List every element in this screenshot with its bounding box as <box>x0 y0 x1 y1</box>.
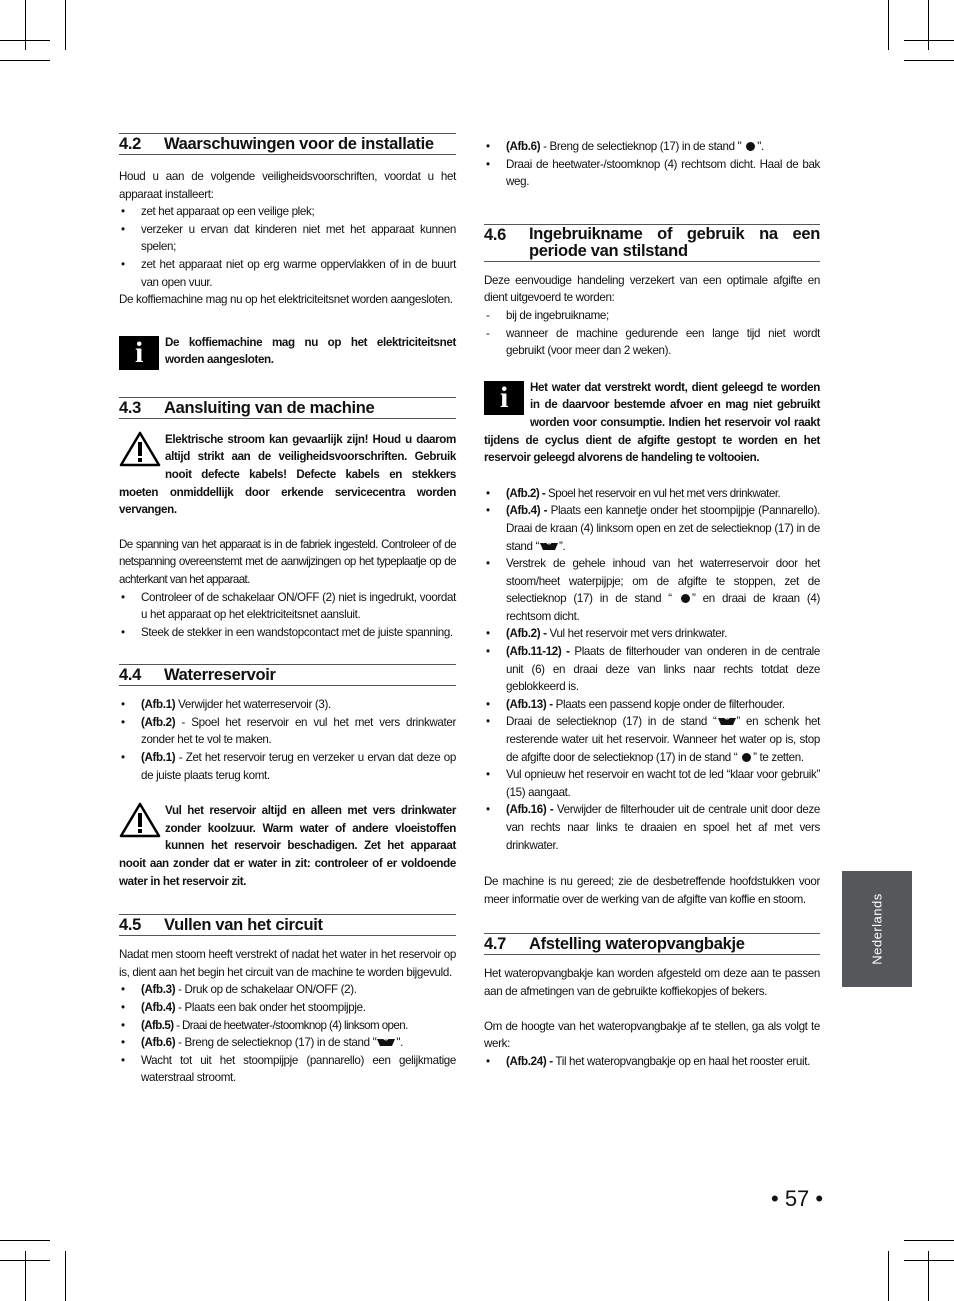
section-number: 4.3 <box>119 398 142 417</box>
bullet-list <box>484 1053 820 1071</box>
list-item: • Steek de stekker in een wandstopcontact met de juiste spanning. <box>121 625 453 639</box>
page-number: • 57 • <box>771 1186 824 1211</box>
section-number: 4.7 <box>484 935 507 954</box>
crop-mark <box>0 60 50 61</box>
section-title: Afstelling wateropvangbakje <box>529 935 745 954</box>
paragraph: Nadat men stoom heeft verstrekt of nadat het water in het reservoir op is, dient aan het begin het circuit van de machine te worden bijgevuld. <box>119 948 456 979</box>
list-item: • Draai de heetwater-/stoomknop (4) rechtsom dicht. Haal de bak weg. <box>486 157 820 189</box>
note-text: De koffiemachine mag nu op het elektriciteitsnet worden aangesloten. <box>165 335 456 367</box>
section-title: Waarschuwingen voor de installatie <box>164 135 434 153</box>
section-title: Ingebruikname of gebruik na een periode van stilstand <box>529 224 820 260</box>
crop-mark <box>888 0 889 50</box>
list-item: • zet het apparaat op een veilige plek; <box>121 205 315 219</box>
selector-dot-icon <box>742 753 751 762</box>
list-item: • (Afb.4) - Plaats een bak onder het stoompijpje. <box>121 1001 366 1014</box>
language-tab <box>842 871 912 987</box>
list-item: • verzeker u ervan dat kinderen niet met het apparaat kunnen spelen; <box>121 222 456 254</box>
note-text: Het water dat verstrekt wordt, dient geleegd te worden in de daarvoor bestemde afvoer en mag niet gebruikt worden voor consumptie. Indien het reservoir vol raakt tijdens de cyclus dient de afgifte gestopt te worden en het reservoir geleegd alvorens de handeling te voltooien. <box>484 380 820 465</box>
section-heading-4-5 <box>119 914 456 936</box>
crop-mark <box>0 1240 50 1241</box>
list-item: • (Afb.11-12) - Plaats de filterhouder van onderen in de centrale unit (6) en draai deze van links naar rechts totdat deze geblokkeerd is. <box>486 645 820 694</box>
list-item: • (Afb.2) - Spoel het reservoir en vul het met vers drinkwater. <box>486 486 781 500</box>
crop-mark <box>904 1240 954 1241</box>
list-item: - wanneer de machine gedurende een lange tijd niet wordt gebruikt (voor meer dan 2 weken). <box>486 326 820 358</box>
crop-mark <box>928 1251 929 1301</box>
section-heading-4-3 <box>119 397 456 419</box>
bullet-list <box>484 138 820 191</box>
paragraph: De machine is nu gereed; zie de desbetreffende hoofdstukken voor meer informatie over de werking van de afgifte van koffie en stoom. <box>484 875 820 906</box>
bullet-list <box>119 981 456 1087</box>
list-item: • Draai de selectieknop (17) in de stand “ ” en schenk het resterende water uit het reservoir. Wanneer het water op is, stop de afgifte door de selectieknop (17) in de stand “ ” te zetten. <box>486 715 821 764</box>
list-item: • (Afb.5) - Draai de heetwater-/stoomknop (4) linksom open. <box>121 1018 408 1032</box>
list-item: • Controleer of de schakelaar ON/OFF (2) niet is ingedrukt, voordat u het apparaat op het elektriciteitsnet aansluit. <box>121 590 456 622</box>
list-item: • (Afb.6) - Breng de selectieknop (17) in de stand " ". <box>486 140 764 153</box>
crop-mark <box>25 0 26 50</box>
info-note <box>484 379 820 467</box>
crop-mark <box>904 1260 954 1261</box>
paragraph: De koffiemachine mag nu op het elektriciteitsnet worden aangesloten. <box>119 293 453 307</box>
list-item: • Verstrek de gehele inhoud van het waterreservoir door het stoom/heet waterpijpje; om de afgifte te stoppen, zet de selectieknop (17) in de stand “ ” en draai de kraan (4) rechtsom dicht. <box>486 557 820 623</box>
language-label: Nederlands <box>869 893 885 965</box>
crop-mark <box>888 1251 889 1301</box>
section-heading-4-2 <box>119 133 456 155</box>
info-note <box>119 334 456 370</box>
warning-icon <box>119 802 161 838</box>
warning-text: Elektrische stroom kan gevaarlijk zijn! Houd u daarom altijd strikt aan de veiligheidsvoorschriften. Gebruik nooit defecte kabels! Defecte kabels en stekkers moeten onmiddellijk door erkende servicecentra worden vervangen. <box>119 432 456 517</box>
section-number: 4.2 <box>119 135 142 153</box>
section-number: 4.6 <box>484 225 507 244</box>
section-title: Aansluiting van de machine <box>164 398 375 417</box>
warning-text: Vul het reservoir altijd en alleen met vers drinkwater zonder koolzuur. Warm water of andere vloeistoffen kunnen het reservoir beschadigen. Zet het apparaat nooit aan zonder dat er water in zit: controleer of er voldoende water in het reservoir zit. <box>119 804 456 888</box>
right-column <box>484 138 820 1070</box>
list-item: • Wacht tot uit het stoompijpje (pannarello) een gelijkmatige waterstraal stroomt. <box>121 1053 456 1085</box>
warning-note <box>119 431 456 519</box>
crop-mark <box>928 0 929 50</box>
list-item: - bij de ingebruikname; <box>486 308 609 322</box>
list-item: • Vul opnieuw het reservoir en wacht tot de led “klaar voor gebruik” (15) aangaat. <box>486 768 820 799</box>
info-icon: i <box>484 381 524 415</box>
list-item: • (Afb.24) - Til het wateropvangbakje op en haal het rooster eruit. <box>486 1054 810 1068</box>
left-column <box>119 133 456 1087</box>
warning-note <box>119 802 456 890</box>
warning-icon <box>119 431 161 467</box>
bullet-list <box>119 696 456 784</box>
paragraph: Het wateropvangbakje kan worden afgesteld om deze aan te passen aan de afmetingen van de gebruikte koffiekopjes of bekers. <box>484 967 820 998</box>
list-item: • (Afb.1) - Zet het reservoir terug en verzeker u ervan dat deze op de juiste plaats terug komt. <box>121 751 456 782</box>
crop-mark <box>904 60 954 61</box>
crop-mark <box>65 0 66 50</box>
dash-list <box>484 307 820 360</box>
list-item: • (Afb.2) - Spoel het reservoir en vul het met vers drinkwater zonder het te vol te maken. <box>121 715 456 747</box>
list-item: • (Afb.4) - Plaats een kannetje onder het stoompijpje (Pannarello). Draai de kraan (4) linksom open en zet de selectieknop (17) in de stand “ ”. <box>486 504 820 553</box>
selector-dot-icon <box>681 594 690 603</box>
hot-water-cup-icon <box>717 716 737 726</box>
list-item: • (Afb.16) - Verwijder de filterhouder uit de centrale unit door deze van rechts naar links te draaien en spoel het af met vers drinkwater. <box>486 803 820 852</box>
list-item: • (Afb.1) Verwijder het waterreservoir (3). <box>121 698 331 712</box>
section-heading-4-6 <box>484 224 820 262</box>
list-item: • (Afb.13) - Plaats een passend kopje onder de filterhouder. <box>486 697 785 711</box>
list-item: • (Afb.2) - Vul het reservoir met vers drinkwater. <box>486 627 728 641</box>
bullet-list <box>119 203 456 291</box>
section-heading-4-7 <box>484 933 820 955</box>
crop-mark <box>65 1251 66 1301</box>
info-icon: i <box>119 336 159 370</box>
hot-water-cup-icon <box>376 1037 396 1047</box>
hot-water-cup-icon <box>539 541 559 551</box>
section-number: 4.4 <box>119 666 142 685</box>
list-item: • zet het apparaat niet op erg warme oppervlakken of in de buurt van open vuur. <box>121 257 456 289</box>
bullet-list <box>119 589 456 642</box>
paragraph: Deze eenvoudige handeling verzekert van een optimale afgifte en dient uitgevoerd te worden: <box>484 273 820 305</box>
paragraph: De spanning van het apparaat is in de fabriek ingesteld. Controleer of de netspanning overeenstemt met de aanwijzingen op het typeplaatje op de achterkant van het apparaat. <box>119 537 456 586</box>
section-heading-4-4 <box>119 664 456 686</box>
section-title: Waterreservoir <box>164 666 276 685</box>
section-title: Vullen van het circuit <box>164 916 323 935</box>
section-number: 4.5 <box>119 916 142 935</box>
list-item: • (Afb.6) - Breng de selectieknop (17) in de stand " ". <box>121 1036 404 1050</box>
selector-dot-icon <box>746 142 755 151</box>
list-item: • (Afb.3) - Druk op de schakelaar ON/OFF (2). <box>121 983 357 997</box>
bullet-list <box>484 485 820 854</box>
paragraph: Houd u aan de volgende veiligheidsvoorschriften, voordat u het apparaat installeert: <box>119 170 456 201</box>
paragraph: Om de hoogte van het wateropvangbakje af te stellen, ga als volgt te werk: <box>484 1019 820 1051</box>
crop-mark <box>25 1251 26 1301</box>
crop-mark <box>904 40 954 41</box>
